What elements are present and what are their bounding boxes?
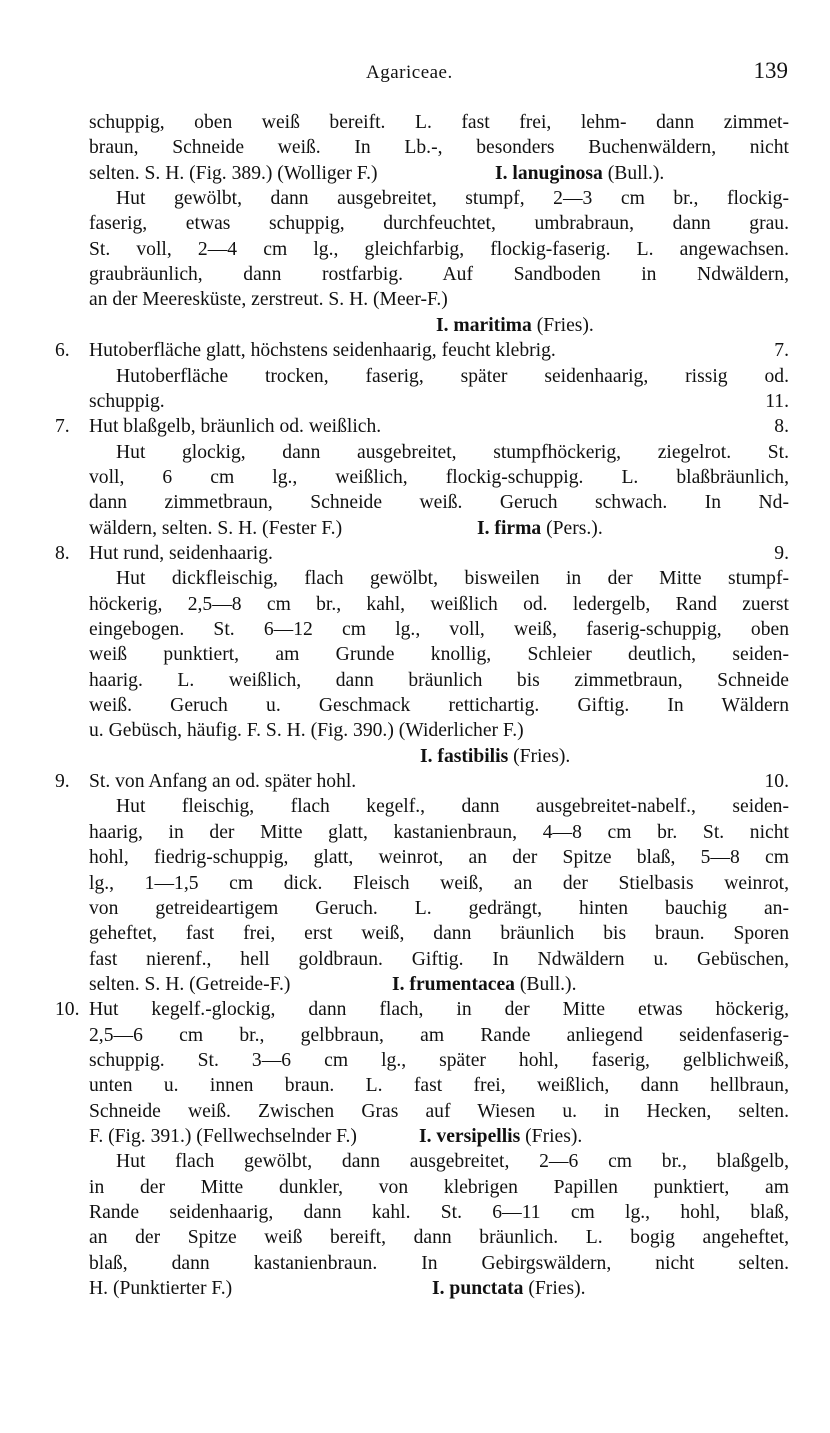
page-number: 139 — [753, 58, 788, 83]
text-line — [89, 237, 789, 263]
line-text: St. von Anfang an od. später hohl. — [89, 771, 357, 793]
species-binomial: I. lanuginosa — [495, 162, 603, 184]
text-line — [89, 1073, 789, 1099]
line-text: an der Meeresküste, zerstreut. S. H. (Meer-F.) — [89, 289, 448, 311]
line-text: selten. S. H. (Getreide-F.) — [89, 973, 291, 995]
text-line — [89, 744, 789, 770]
text-line — [89, 516, 789, 542]
species-author: (Pers.). — [546, 517, 603, 539]
line-text: in der Mitte dunkler, von klebrigen Papillen punktiert, am — [89, 1176, 789, 1198]
line-text: Hut dickfleischig, flach gewölbt, bisweilen in der Mitte stumpf- — [116, 568, 789, 590]
line-text: selten. S. H. (Fig. 389.) (Wolliger F.) — [89, 162, 378, 184]
line-text: dann zimmetbraun, Schneide weiß. Geruch schwach. In Nd- — [89, 492, 789, 514]
page-header — [0, 58, 830, 88]
species-binomial: I. punctata — [432, 1278, 524, 1300]
text-line — [89, 845, 789, 871]
text-line — [89, 262, 789, 288]
species-binomial: I. maritima — [436, 314, 532, 336]
text-line — [89, 668, 789, 694]
line-text: Hut flach gewölbt, dann ausgebreitet, 2—6 cm br., blaßgelb, — [116, 1151, 789, 1173]
text-line — [89, 465, 789, 491]
key-reference: 10. — [764, 771, 789, 793]
key-number: 6. — [55, 340, 70, 362]
species-author: (Fries). — [525, 1126, 583, 1147]
text-line — [89, 1251, 789, 1277]
text-line — [89, 693, 789, 719]
species-binomial: I. fastibilis — [420, 745, 509, 767]
species-name — [432, 1276, 586, 1302]
line-text: Hutoberfläche glatt, höchstens seidenhaarig, feucht klebrig. — [89, 340, 556, 362]
species-binomial: I. firma — [477, 517, 542, 539]
text-line — [89, 389, 789, 415]
line-text: lg., 1—1,5 cm dick. Fleisch weiß, an der Stielbasis weinrot, — [89, 872, 789, 894]
line-text: Hut kegelf.-glockig, dann flach, in der Mitte etwas höckerig, — [89, 999, 789, 1021]
key-reference: 8. — [774, 416, 789, 438]
line-text: Hut blaßgelb, bräunlich od. weißlich. — [89, 416, 382, 438]
line-text: H. (Punktierter F.) — [89, 1278, 233, 1300]
key-number: 9. — [55, 771, 70, 793]
text-line — [89, 490, 789, 516]
text-line — [89, 921, 789, 947]
key-reference: 9. — [774, 542, 789, 564]
text-line — [89, 820, 789, 846]
running-head: Agariceae. — [366, 62, 453, 83]
line-text: St. voll, 2—4 cm lg., gleichfarbig, flockig-faserig. L. angewachsen. — [89, 238, 789, 260]
line-text: schuppig. — [89, 390, 165, 412]
text-line — [89, 1200, 789, 1226]
line-text: wäldern, selten. S. H. (Fester F.) — [89, 517, 343, 539]
key-reference: 7. — [774, 340, 789, 362]
species-author: (Bull.). — [519, 973, 577, 995]
line-text: voll, 6 cm lg., weißlich, flockig-schuppig. L. blaßbräunlich, — [89, 466, 789, 488]
line-text: braun, Schneide weiß. In Lb.-, besonders Buchenwäldern, nicht — [89, 137, 789, 159]
line-text: haarig, in der Mitte glatt, kastanienbraun, 4—8 cm br. St. nicht — [89, 821, 789, 843]
line-text: Hut glockig, dann ausgebreitet, stumpfhöckerig, ziegelrot. St. — [116, 441, 789, 463]
line-text: F. (Fig. 391.) (Fellwechselnder F.) — [89, 1126, 357, 1147]
text-line — [89, 1099, 789, 1125]
line-text: faserig, etwas schuppig, durchfeuchtet, umbrabraun, dann grau. — [89, 213, 789, 235]
text-line — [89, 1175, 789, 1201]
species-name — [436, 313, 594, 339]
line-text: an der Spitze weiß bereift, dann bräunlich. L. bogig angeheftet, — [89, 1227, 789, 1249]
species-name — [477, 516, 603, 542]
line-text: höckerig, 2,5—8 cm br., kahl, weißlich od. ledergelb, Rand zuerst — [89, 593, 789, 615]
species-name — [495, 161, 664, 187]
text-line — [116, 364, 789, 390]
line-text: haarig. L. weißlich, dann bräunlich bis zimmetbraun, Schneide — [89, 669, 789, 691]
text-line — [89, 1276, 789, 1302]
line-text: Hut fleischig, flach kegelf., dann ausgebreitet-nabelf., seiden- — [116, 796, 789, 818]
species-author: (Fries). — [528, 1278, 586, 1300]
species-author: (Fries). — [513, 745, 571, 767]
species-name — [419, 1124, 582, 1150]
text-line — [116, 1149, 789, 1175]
text-line — [89, 110, 789, 136]
key-reference: 11. — [765, 390, 789, 412]
text-line — [89, 161, 789, 187]
key-number: 10. — [55, 999, 80, 1021]
line-text: u. Gebüsch, häufig. F. S. H. (Fig. 390.) (Widerlicher F.) — [89, 720, 524, 742]
text-line — [89, 1124, 789, 1150]
text-line — [89, 871, 789, 897]
line-text: von getreideartigem Geruch. L. gedrängt, hinten bauchig an- — [89, 897, 789, 919]
line-text: Hutoberfläche trocken, faserig, später seidenhaarig, rissig od. — [116, 365, 789, 387]
text-line — [89, 972, 789, 998]
text-line — [89, 896, 789, 922]
text-line — [116, 440, 789, 466]
key-number: 7. — [55, 416, 70, 438]
text-line — [89, 287, 789, 313]
species-binomial: I. versipellis — [419, 1126, 521, 1147]
species-binomial: I. frumentacea — [392, 973, 515, 995]
text-line — [89, 1048, 789, 1074]
text-line — [55, 769, 789, 795]
line-text: unten u. innen braun. L. fast frei, weißlich, dann hellbraun, — [89, 1075, 789, 1097]
text-line — [89, 947, 789, 973]
line-text: schuppig. St. 3—6 cm lg., später hohl, faserig, gelblichweiß, — [89, 1049, 789, 1071]
text-line — [116, 794, 789, 820]
text-line — [55, 541, 789, 567]
species-name — [420, 744, 570, 770]
text-line — [89, 135, 789, 161]
species-author: (Bull.). — [607, 162, 665, 184]
line-text: Hut gewölbt, dann ausgebreitet, stumpf, 2—3 cm br., flockig- — [116, 188, 789, 210]
text-line — [55, 414, 789, 440]
line-text: weiß punktiert, am Grunde knollig, Schleier deutlich, seiden- — [89, 644, 789, 666]
line-text: blaß, dann kastanienbraun. In Gebirgswäldern, nicht selten. — [89, 1252, 789, 1274]
species-name — [392, 972, 576, 998]
line-text: geheftet, fast frei, erst weiß, dann bräunlich bis braun. Sporen — [89, 923, 789, 945]
line-text: Hut rund, seidenhaarig. — [89, 542, 273, 564]
text-line — [89, 313, 789, 339]
line-text: eingebogen. St. 6—12 cm lg., voll, weiß, faserig-schuppig, oben — [89, 619, 789, 640]
text-line — [89, 642, 789, 668]
line-text: 2,5—6 cm br., gelbbraun, am Rande anliegend seidenfaserig- — [89, 1024, 789, 1046]
line-text: graubräunlich, dann rostfarbig. Auf Sandboden in Ndwäldern, — [89, 264, 789, 286]
line-text: fast nierenf., hell goldbraun. Giftig. In Ndwäldern u. Gebüschen, — [89, 948, 789, 970]
text-line — [89, 211, 789, 237]
text-line — [116, 186, 789, 212]
line-text: weiß. Geruch u. Geschmack rettichartig. Giftig. In Wäldern — [89, 695, 789, 717]
text-line — [55, 338, 789, 364]
line-text: Rande seidenhaarig, dann kahl. St. 6—11 cm lg., hohl, blaß, — [89, 1202, 789, 1224]
text-line — [89, 592, 789, 618]
line-text: Schneide weiß. Zwischen Gras auf Wiesen u. in Hecken, selten. — [89, 1100, 789, 1122]
text-line — [116, 566, 789, 592]
species-author: (Fries). — [536, 314, 594, 336]
line-text: schuppig, oben weiß bereift. L. fast frei, lehm- dann zimmet- — [89, 112, 789, 133]
text-line — [55, 997, 789, 1023]
text-line — [89, 718, 789, 744]
key-number: 8. — [55, 542, 70, 564]
text-line — [89, 1225, 789, 1251]
text-line — [89, 1023, 789, 1049]
text-line — [89, 617, 789, 643]
line-text: hohl, fiedrig-schuppig, glatt, weinrot, an der Spitze blaß, 5—8 cm — [89, 847, 789, 869]
